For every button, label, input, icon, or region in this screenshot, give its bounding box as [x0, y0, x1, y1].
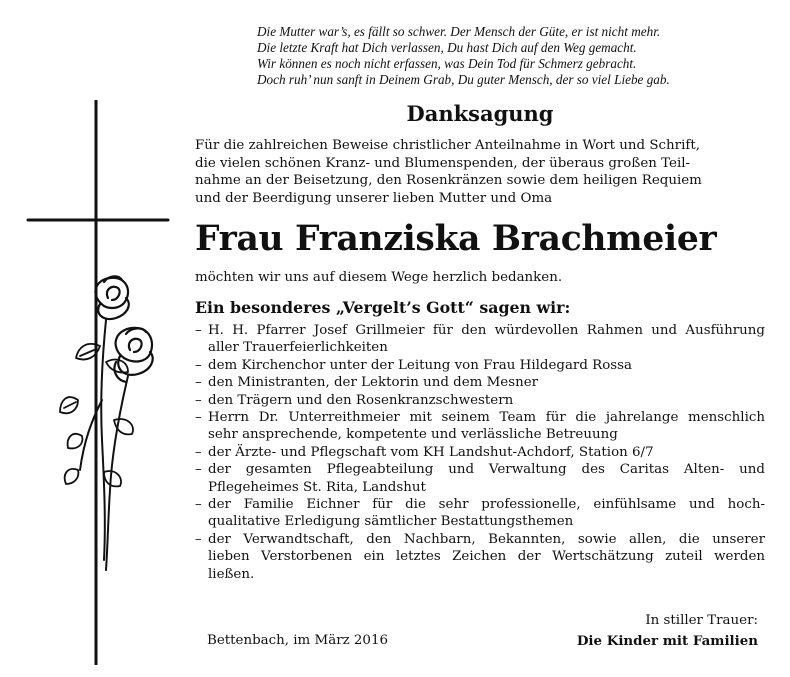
list-dash: –	[195, 392, 202, 408]
poem-line: Doch ruh’ nun sanft in Deinem Grab, Du guter Mensch, der so viel Liebe gab.	[257, 72, 670, 87]
list-item	[195, 461, 765, 496]
list-dash: –	[195, 531, 202, 547]
thanks-line: möchten wir uns auf diesem Wege herzlich bedanken.	[195, 270, 563, 285]
list-item-line: Herrn Dr. Unterreithmeier mit seinem Team für die jahrelange menschlich	[208, 410, 765, 426]
list-dash: –	[195, 497, 202, 513]
list-item-line: Pflegeheimes St. Rita, Landshut	[208, 479, 426, 495]
deceased-name: Frau Franziska Brachmeier	[195, 219, 717, 259]
list-dash: –	[195, 462, 202, 478]
intro-paragraph	[195, 137, 763, 207]
place-date: Bettenbach, im März 2016	[207, 633, 388, 648]
intro-line: die vielen schönen Kranz- und Blumenspenden, der überaus großen Teil-	[195, 155, 691, 171]
list-item-line: dem Kirchenchor unter der Leitung von Frau Hildegard Rossa	[208, 357, 633, 373]
list-dash: –	[195, 444, 202, 460]
signature: Die Kinder mit Familien	[576, 633, 758, 649]
poem-line: Die Mutter war’s, es fällt so schwer. Der Mensch der Güte, er ist nicht mehr.	[257, 24, 661, 39]
list-item-line: der Verwandtschaft, den Nachbarn, Bekannten, sowie allen, die unserer	[208, 531, 765, 547]
intro-line: Für die zahlreichen Beweise christlicher Anteilnahme in Wort und Schrift,	[195, 138, 700, 153]
mourning-label: In stiller Trauer:	[645, 613, 758, 628]
list-item	[195, 496, 765, 531]
list-dash: –	[195, 323, 202, 338]
list-dash: –	[195, 357, 202, 373]
list-item-line: ließen.	[208, 566, 255, 582]
list-item	[195, 374, 765, 391]
list-item-line: den Ministranten, der Lektorin und dem Mesner	[208, 375, 539, 391]
poem-line: Wir können es noch nicht erfassen, was Dein Tod für Schmerz gebracht.	[257, 56, 637, 71]
list-item-line: lieben Verstorbenen ein letztes Zeichen der Wertschätzung zuteil werden	[208, 549, 765, 565]
list-dash: –	[195, 375, 202, 391]
list-item-line: den Trägern und den Rosenkranzschwestern	[208, 392, 514, 408]
list-item-line: der Ärzte- und Pflegschaft vom KH Landshut-Achdorf, Station 6/7	[208, 444, 654, 460]
list-item	[195, 357, 765, 374]
list-item-line: sehr ansprechende, kompetente und verlässliche Betreuung	[208, 427, 618, 443]
list-dash: –	[195, 410, 202, 426]
list-item-line: qualitative Erledigung sämtlicher Bestattungsthemen	[208, 514, 574, 530]
page-title: Danksagung	[406, 101, 554, 126]
list-item	[195, 322, 765, 357]
list-item	[195, 392, 765, 409]
memorial-poem	[257, 24, 777, 88]
list-item	[195, 531, 765, 583]
list-item-line: der gesamten Pflegeabteilung und Verwaltung des Caritas Alten- und	[208, 462, 765, 478]
thanks-list	[195, 322, 765, 583]
cross-with-roses-icon	[20, 100, 190, 665]
list-item	[195, 444, 765, 461]
intro-line: und der Beerdigung unserer lieben Mutter und Oma	[195, 190, 553, 206]
poem-line: Die letzte Kraft hat Dich verlassen, Du hast Dich auf den Weg gemacht.	[257, 40, 637, 55]
list-item-line: aller Trauerfeierlichkeiten	[208, 340, 388, 356]
intro-line: nahme an der Beisetzung, den Rosenkränzen sowie dem heiligen Requiem	[195, 173, 702, 189]
list-item	[195, 409, 765, 444]
thanks-subheading: Ein besonderes „Vergelt’s Gott“ sagen wir:	[195, 298, 571, 317]
list-item-line: H. H. Pfarrer Josef Grillmeier für den würdevollen Rahmen und Ausführung	[208, 323, 765, 338]
list-item-line: der Familie Eichner für die sehr professionelle, einfühlsame und hoch-	[208, 497, 765, 513]
